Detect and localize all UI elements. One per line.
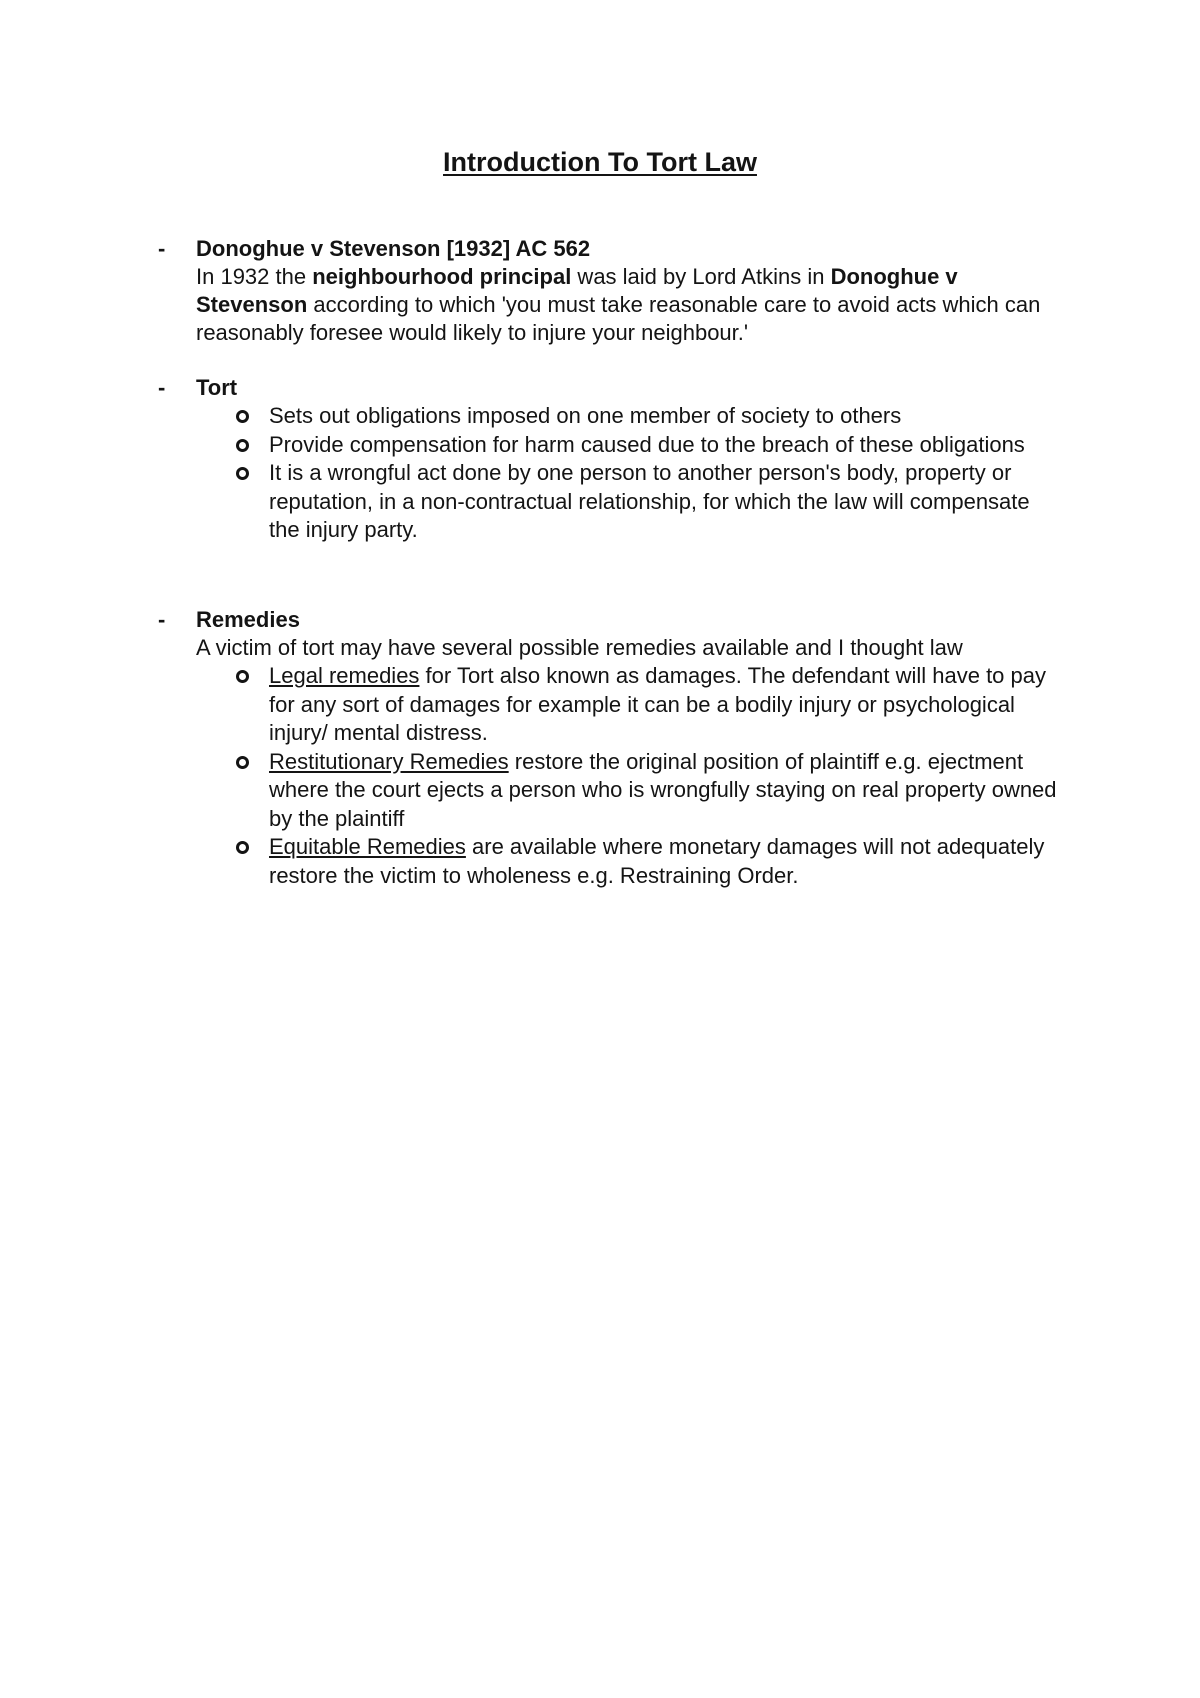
circle-bullet-icon [236, 670, 249, 683]
list-item [158, 748, 1059, 834]
remedies-list [158, 662, 1058, 890]
remedy-description: are available where monetary damages will not adequately restore the victim to wholeness e.g. Restraining Order. [269, 834, 1045, 888]
dash-bullet: - [158, 236, 166, 261]
paragraph-text: In 1932 the [196, 264, 313, 289]
list-item [158, 402, 1059, 431]
circle-bullet-icon [236, 410, 249, 423]
section-heading: Tort [196, 375, 238, 400]
dash-bullet: - [158, 375, 166, 400]
section-donoghue [158, 235, 1058, 347]
case-paragraph [196, 263, 1056, 347]
section-tort [158, 374, 1058, 545]
remedy-term: Equitable Remedies [269, 834, 466, 859]
paragraph-text: according to which 'you must take reasonable care to avoid acts which can reasonably foresee would likely to injure your neighbour.' [196, 292, 1041, 345]
document-title: Introduction To Tort Law [443, 147, 757, 177]
remedy-term: Restitutionary Remedies [269, 748, 509, 774]
circle-bullet-icon [236, 467, 249, 480]
circle-bullet-icon [236, 841, 249, 854]
remedies-intro: A victim of tort may have several possible remedies available and I thought law [196, 635, 963, 660]
list-item-text: Provide compensation for harm caused due to the breach of these obligations [269, 431, 1025, 457]
section-header [158, 606, 1058, 634]
list-item-text: Sets out obligations imposed on one member of society to others [269, 403, 902, 428]
bold-case-name: Donoghue v Stevenson [196, 264, 958, 317]
remedy-description: restore the original position of plaintiff e.g. ejectment where the court ejects a person who is wrongfully staying on real property owned by the plaintiff [269, 748, 1057, 831]
list-item-text: It is a wrongful act done by one person to another person's body, property or reputation, in a non-contractual relationship, for which the law will compensate the injury party. [269, 460, 1030, 542]
list-item [158, 662, 1059, 748]
list-item [158, 833, 1059, 890]
dash-bullet: - [158, 607, 166, 632]
section-heading: Remedies [196, 607, 300, 632]
list-item [158, 459, 1059, 545]
section-header [158, 235, 1058, 263]
remedy-description: for Tort also known as damages. The defendant will have to pay for any sort of damages for example it can be a bodily injury or psychological injury/ mental distress. [269, 663, 1046, 745]
tort-list [158, 402, 1058, 545]
section-heading: Donoghue v Stevenson [1932] AC 562 [196, 236, 591, 261]
remedy-term: Legal remedies [269, 663, 420, 688]
circle-bullet-icon [236, 439, 249, 452]
circle-bullet-icon [236, 756, 249, 769]
bold-term: neighbourhood principal [312, 264, 572, 289]
section-header [158, 374, 1058, 402]
section-remedies [158, 606, 1058, 890]
paragraph-text: was laid by Lord Atkins in [571, 264, 831, 289]
list-item [158, 431, 1059, 460]
